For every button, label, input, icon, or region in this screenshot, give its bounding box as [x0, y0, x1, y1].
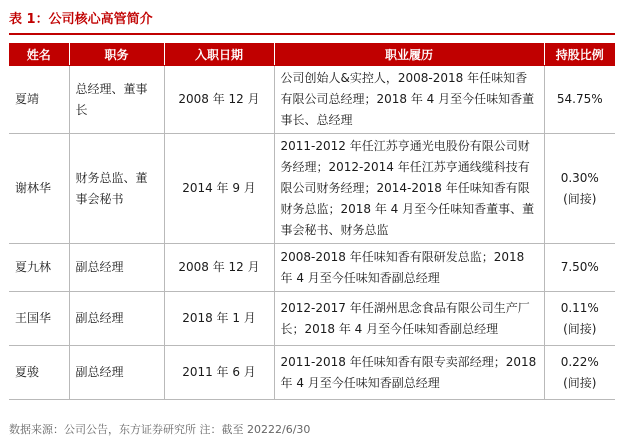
cell-shareholding [544, 66, 615, 134]
cell-position: 总经理、董事长 [69, 66, 164, 134]
cell-shareholding [544, 134, 615, 244]
cell-name: 夏骏 [9, 346, 69, 400]
header-position: 职务 [69, 43, 164, 66]
cell-shareholding [544, 346, 615, 400]
cell-career: 2011-2012 年任江苏亨通光电股份有限公司财务经理；2012-2014 年任江苏亨通线缆科技有限公司财务经理；2014-2018 年任味知香有限财务总监；2018 年 4 月至今任味知香董事、董事会秘书、财务总监 [274, 134, 544, 244]
share-value: 0.11% [560, 300, 599, 315]
table-header-row [9, 43, 615, 66]
cell-career: 公司创始人&实控人，2008-2018 年任味知香有限公司总经理；2018 年 4 月至今任味知香董事长、总经理 [274, 66, 544, 134]
share-value: 54.75% [556, 92, 603, 106]
title-divider [9, 33, 615, 35]
table-row [9, 66, 615, 134]
cell-career: 2011-2018 年任味知香有限专卖部经理；2018 年 4 月至今任味知香副总经理 [274, 346, 544, 400]
header-career: 职业履历 [274, 43, 544, 66]
cell-join-date: 2018 年 1 月 [164, 292, 274, 346]
cell-name: 谢林华 [9, 134, 69, 244]
cell-position: 副总经理 [69, 346, 164, 400]
share-value: 0.22% [560, 354, 599, 369]
cell-career: 2012-2017 年任湖州思念食品有限公司生产厂长；2018 年 4 月至今任味知香副总经理 [274, 292, 544, 346]
cell-name: 夏靖 [9, 66, 69, 134]
cell-career: 2008-2018 年任味知香有限研发总监；2018 年 4 月至今任味知香副总经理 [274, 244, 544, 292]
share-note: (间接) [563, 191, 597, 206]
header-name: 姓名 [9, 43, 69, 66]
header-join-date: 入职日期 [164, 43, 274, 66]
share-note: (间接) [563, 321, 597, 336]
cell-position: 副总经理 [69, 244, 164, 292]
table-row [9, 134, 615, 244]
table-row [9, 346, 615, 400]
cell-join-date: 2008 年 12 月 [164, 66, 274, 134]
cell-name: 王国华 [9, 292, 69, 346]
cell-shareholding [544, 244, 615, 292]
source-note: 数据来源：公司公告，东方证券研究所 注：截至 20222/6/30 [9, 423, 311, 436]
cell-name: 夏九林 [9, 244, 69, 292]
table-row [9, 292, 615, 346]
cell-position: 副总经理 [69, 292, 164, 346]
share-value: 0.30% [560, 170, 599, 185]
share-note: (间接) [563, 375, 597, 390]
table-title: 表 1：公司核心高管简介 [9, 12, 153, 27]
table-row [9, 244, 615, 292]
executive-table [9, 43, 615, 400]
cell-join-date: 2008 年 12 月 [164, 244, 274, 292]
cell-position: 财务总监、董事会秘书 [69, 134, 164, 244]
cell-shareholding [544, 292, 615, 346]
header-shareholding: 持股比例 [544, 43, 615, 66]
cell-join-date: 2014 年 9 月 [164, 134, 274, 244]
share-value: 7.50% [560, 260, 599, 274]
cell-join-date: 2011 年 6 月 [164, 346, 274, 400]
